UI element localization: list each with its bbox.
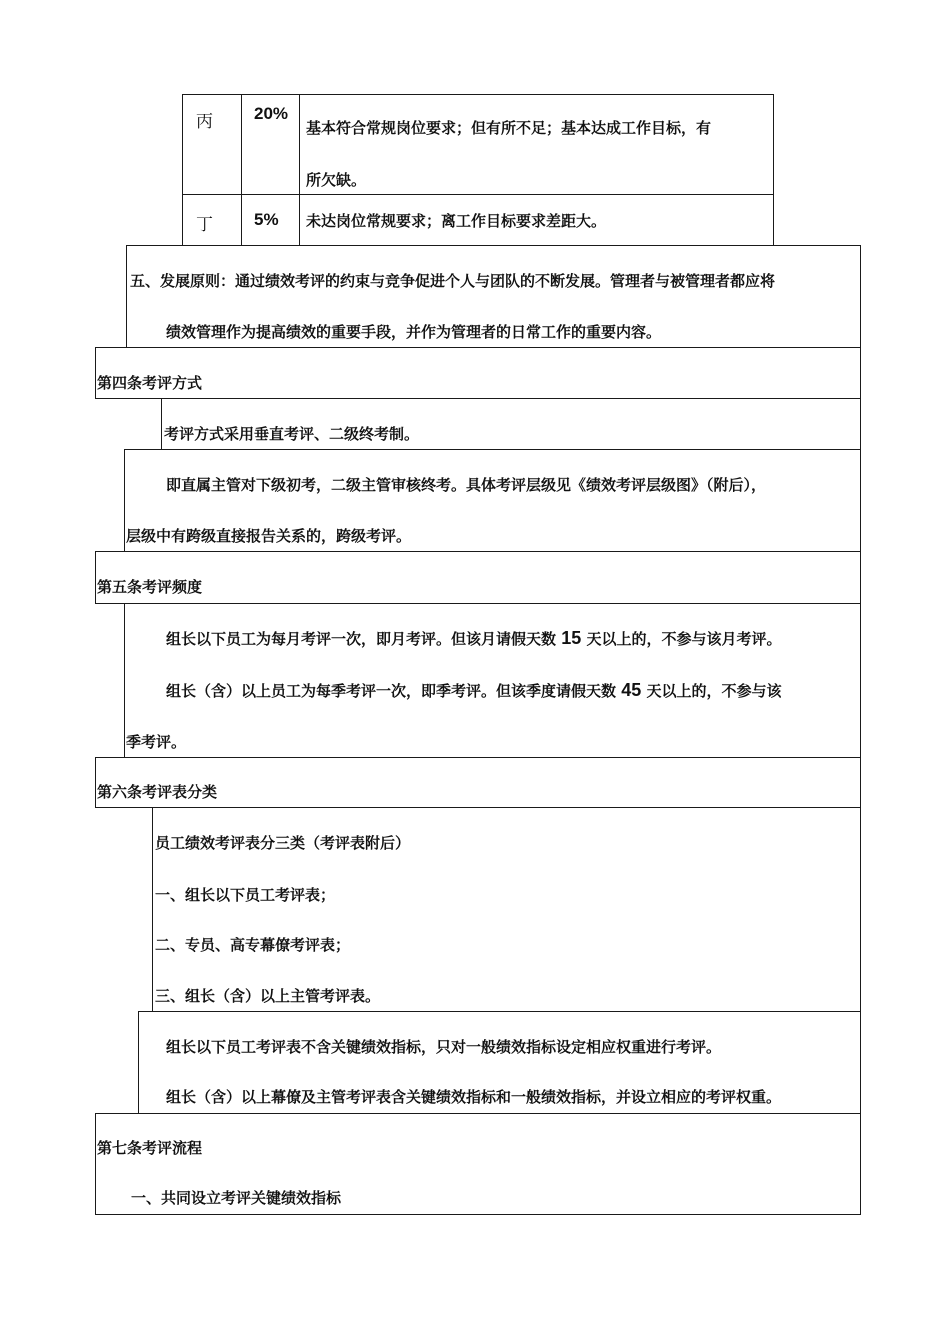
principle-text: 五、发展原则：通过绩效考评的约束与竞争促进个人与团队的不断发展。管理者与被管理者都应将: [130, 272, 776, 290]
frequency-text: [166, 628, 782, 649]
grade-percent: 20%: [254, 104, 289, 123]
method-detail-text: 即直属主管对下级初考，二级主管审核终考。具体考评层级见《绩效考评层级图》（附后），: [166, 476, 767, 494]
grade-label: 丁: [196, 215, 213, 235]
grade-description: 基本符合常规岗位要求；但有所不足；基本达成工作目标，有: [306, 119, 712, 137]
form-type-item: 三、组长（含）以上主管考评表。: [155, 987, 381, 1005]
leave-days-quarterly: 45: [621, 680, 642, 700]
method-text: 考评方式采用垂直考评、二级终考制。: [164, 425, 420, 443]
frequency-text-b: 天以上的，不参与该月考评。: [586, 630, 782, 648]
frequency-text-a: 组长以下员工为每月考评一次，即月考评。但该月请假天数: [166, 630, 557, 648]
principle-text: 绩效管理作为提高绩效的重要手段，并作为管理者的日常工作的重要内容。: [166, 323, 662, 341]
grade-percent: 5%: [254, 210, 279, 229]
grade-description: 所欠缺。: [306, 171, 367, 189]
form-note: 组长以下员工考评表不含关键绩效指标，只对一般绩效指标设定相应权重进行考评。: [166, 1038, 722, 1056]
article-7-heading: 第七条考评流程: [97, 1139, 203, 1157]
form-note: 组长（含）以上幕僚及主管考评表含关键绩效指标和一般绩效指标，并设立相应的考评权重。: [166, 1088, 782, 1106]
frequency-text: [166, 680, 782, 701]
frequency-text-a: 组长（含）以上员工为每季考评一次，即季考评。但该季度请假天数: [166, 682, 617, 700]
article-5-heading: 第五条考评频度: [97, 578, 203, 596]
frequency-text-b: 天以上的，不参与该: [646, 682, 782, 700]
process-step: 一、共同设立考评关键绩效指标: [131, 1189, 342, 1207]
grade-description: 未达岗位常规要求；离工作目标要求差距大。: [306, 212, 607, 230]
grade-label: 丙: [196, 112, 213, 132]
leave-days-monthly: 15: [561, 628, 582, 648]
article-4-heading: 第四条考评方式: [97, 374, 203, 392]
form-types-intro: 员工绩效考评表分三类（考评表附后）: [155, 834, 411, 852]
form-type-item: 二、专员、高专幕僚考评表；: [155, 936, 351, 954]
form-type-item: 一、组长以下员工考评表；: [155, 886, 336, 904]
method-detail-text: 层级中有跨级直接报告关系的，跨级考评。: [126, 527, 412, 545]
frequency-text: 季考评。: [126, 733, 187, 751]
article-6-heading: 第六条考评表分类: [97, 783, 218, 801]
section-heading-box: [95, 347, 861, 399]
section-heading-box: [95, 551, 861, 604]
